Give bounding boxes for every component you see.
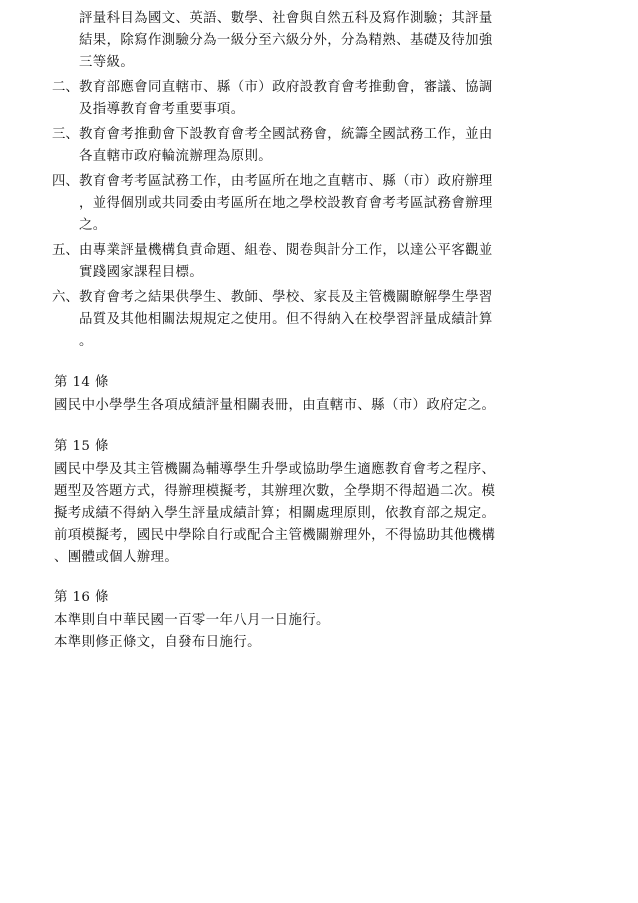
list-item-marker: 三、 [52,127,79,142]
list-item-line: 。 [79,334,93,349]
article-line: 擬考成績不得納入學生評量成績計算；相關處理原則，依教育部之規定。 [54,506,496,521]
list-item-line: 教育會考考區試務工作，由考區所在地之直轄市、縣（市）政府辦理 [79,174,493,189]
article-line: 本準則自中華民國一百零一年八月一日施行。 [54,613,330,628]
article-line: 國民中學及其主管機關為輔導學生升學或協助學生適應教育會考之程序、 [54,462,496,477]
article-line: 題型及答題方式，得辦理模擬考，其辦理次數，全學期不得超過二次。模 [54,484,496,499]
list-item-line: 評量科目為國文、英語、數學、社會與自然五科及寫作測驗；其評量 [79,11,493,26]
list-item-line: 教育會考之結果供學生、教師、學校、家長及主管機關瞭解學生學習 [79,290,493,305]
article-heading: 第 14 條 [54,375,109,390]
list-item-line: 品質及其他相關法規規定之使用。但不得納入在校學習評量成績計算 [79,312,493,327]
list-item-line: 之。 [79,218,107,233]
article-heading: 第 16 條 [54,590,109,605]
article-line: 本準則修正條文，自發布日施行。 [54,635,261,650]
article-heading: 第 15 條 [54,439,109,454]
article-line: 前項模擬考，國民中學除自行或配合主管機關辦理外，不得協助其他機構 [54,528,496,543]
list-item-line: 各直轄市政府輪流辦理為原則。 [79,149,273,164]
article-line: 、團體或個人辦理。 [54,550,179,565]
list-item-marker: 五、 [52,243,79,258]
list-item-line: 教育會考推動會下設教育會考全國試務會，統籌全國試務工作，並由 [79,127,493,142]
list-item-line: 及指導教育會考重要事項。 [79,102,245,117]
list-item-marker: 六、 [52,290,79,305]
list-item-line: 結果，除寫作測驗分為一級分至六級分外，分為精熟、基礎及待加強 [79,33,493,48]
list-item-marker: 二、 [52,80,79,95]
list-item-marker: 四、 [52,174,79,189]
article-line: 國民中小學學生各項成績評量相關表冊，由直轄市、縣（市）政府定之。 [54,398,496,413]
list-item-line: ，並得個別或共同委由考區所在地之學校設教育會考考區試務會辦理 [79,196,493,211]
list-item-line: 由專業評量機構負責命題、組卷、閱卷與計分工作，以達公平客觀並 [79,243,493,258]
list-item-line: 實踐國家課程目標。 [79,265,204,280]
list-item-line: 三等級。 [79,55,135,70]
list-item-line: 教育部應會同直轄市、縣（市）政府設教育會考推動會，審議、協調 [79,80,493,95]
